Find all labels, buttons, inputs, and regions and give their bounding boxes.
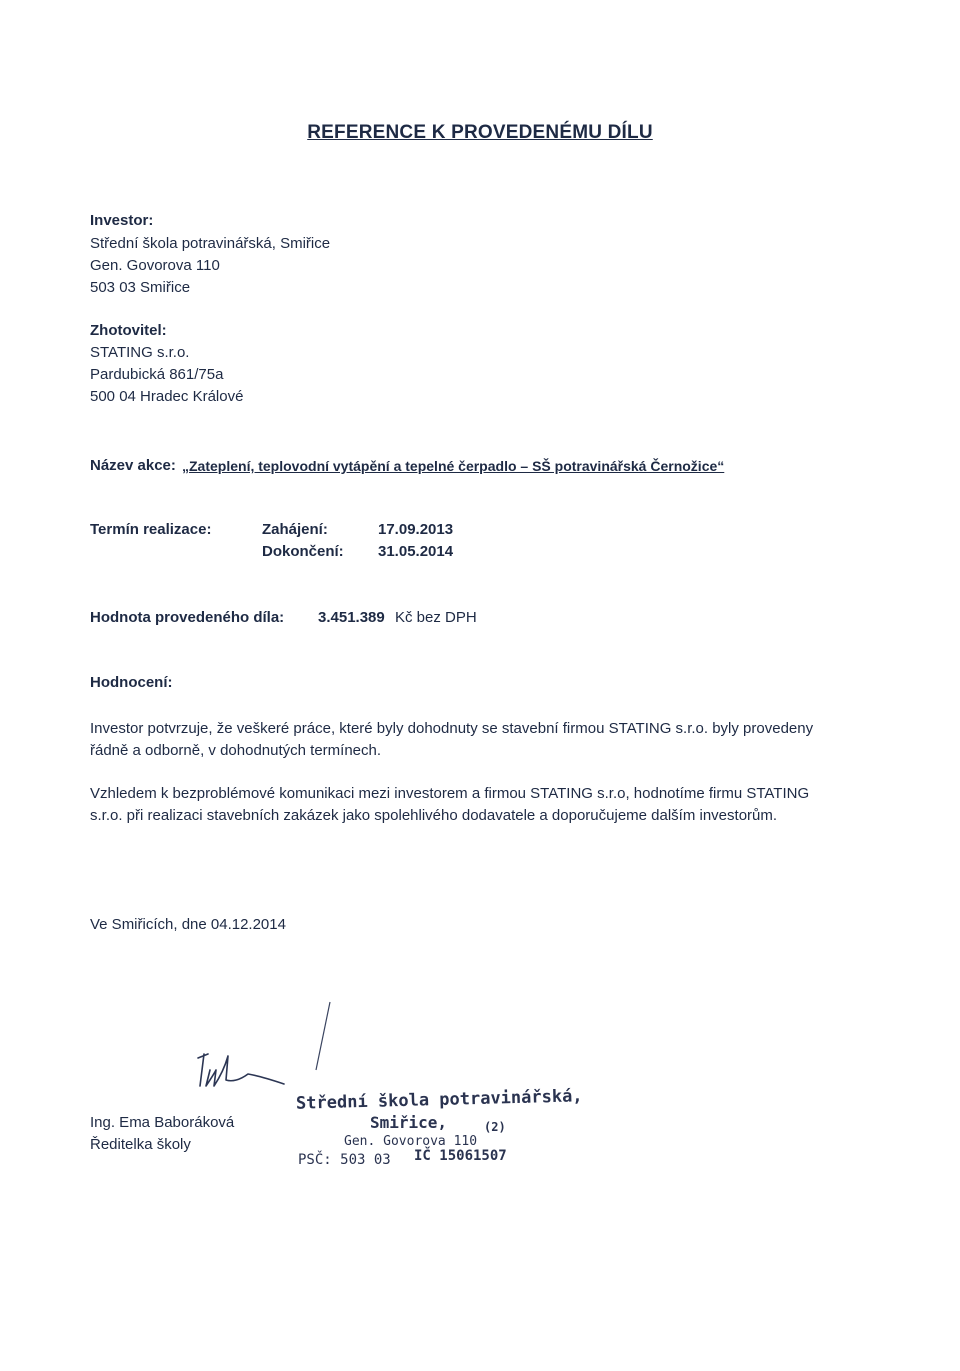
value-amount: 3.451.389: [318, 609, 385, 626]
action-value: „Zateplení, teplovodní vytápění a tepelné čerpadlo – SŠ potravinářská Černožice“: [182, 458, 725, 474]
contractor-street: Pardubická 861/75a: [90, 366, 224, 383]
signatory-name: Ing. Ema Baboráková: [90, 1114, 235, 1131]
signatory-role: Ředitelka školy: [90, 1136, 191, 1153]
value-label: Hodnota provedeného díla:: [90, 609, 285, 626]
stamp-line-4a: PSČ: 503 03: [298, 1152, 391, 1168]
investor-street: Gen. Govorova 110: [90, 257, 220, 274]
place-date: Ve Smiřicích, dne 04.12.2014: [90, 916, 286, 933]
stamp-line-3: Gen. Govorova 110: [344, 1134, 478, 1149]
evaluation-paragraph-2: Vzhledem k bezproblémové komunikaci mezi investorem a firmou STATING s.r.o, hodnotíme firmu STATING s.r.o. při realizaci stavebních zakázek jako spolehlivého dodavatele a doporučujeme dalším investorům.: [90, 785, 810, 824]
term-end-label: Dokončení:: [262, 543, 344, 560]
term-label: Termín realizace:: [90, 521, 212, 538]
contractor-label: Zhotovitel:: [90, 322, 167, 339]
stamp-line-4b: IČ 15061507: [414, 1148, 507, 1164]
value-suffix: Kč bez DPH: [395, 609, 477, 626]
term-start-label: Zahájení:: [262, 521, 328, 538]
stamp-line-2: Smiřice,: [370, 1113, 448, 1132]
document-title: REFERENCE K PROVEDENÉMU DÍLU: [307, 122, 653, 143]
investor-name: Střední škola potravinářská, Smiřice: [90, 235, 331, 252]
investor-city: 503 03 Smiřice: [90, 279, 191, 296]
stamp-line-2b: (2): [484, 1120, 506, 1134]
evaluation-paragraph-1: Investor potvrzuje, že veškeré práce, které byly dohodnuty se stavební firmou STATING s.r.o. byly provedeny řádně a odborně, v dohodnutých termínech.: [90, 720, 814, 759]
contractor-name: STATING s.r.o.: [90, 344, 190, 361]
action-label: Název akce:: [90, 457, 176, 474]
evaluation-label: Hodnocení:: [90, 674, 173, 691]
stamp-line-1: Střední škola potravinářská,: [295, 1086, 583, 1114]
contractor-city: 500 04 Hradec Králové: [90, 388, 244, 405]
term-start-value: 17.09.2013: [378, 521, 454, 538]
investor-label: Investor:: [90, 212, 154, 229]
term-end-value: 31.05.2014: [378, 543, 454, 560]
